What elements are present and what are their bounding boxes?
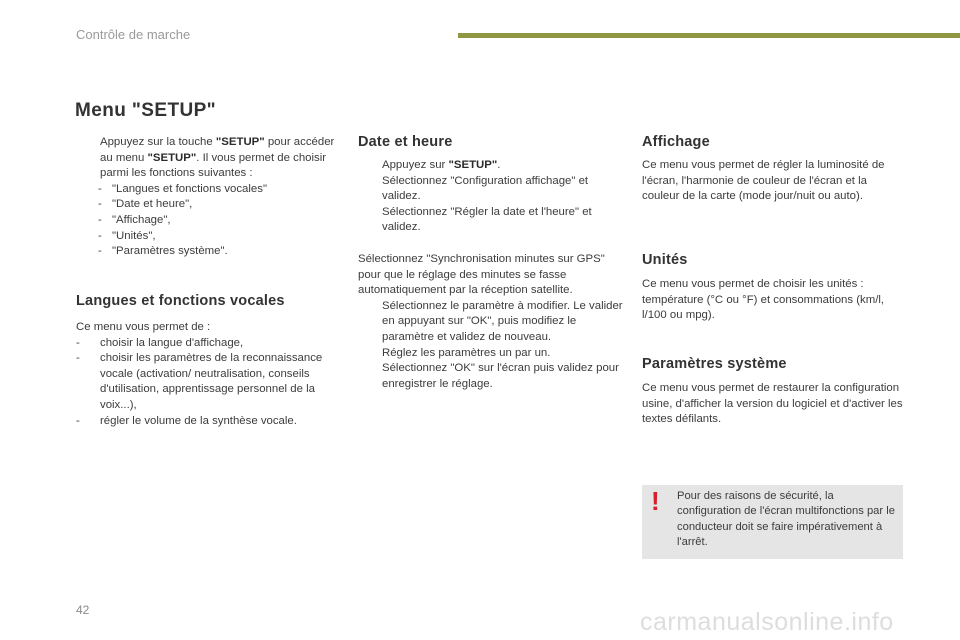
date-heure-step bbox=[358, 205, 624, 236]
intro-list-item bbox=[98, 197, 338, 213]
langues-intro: Ce menu vous permet de : bbox=[76, 321, 211, 333]
intro-list-item-text: "Date et heure", bbox=[112, 198, 193, 211]
dash-marker: - bbox=[76, 414, 80, 427]
intro-text-3: . Il vous permet de choisir parmi les fonctions suivantes : bbox=[100, 151, 327, 180]
date-heure-step bbox=[358, 361, 624, 392]
step-text: Réglez les paramètres un par un. bbox=[382, 346, 551, 359]
unites-heading: Unités bbox=[642, 252, 688, 268]
dash-marker: - bbox=[98, 213, 102, 226]
affichage-heading: Affichage bbox=[642, 134, 710, 150]
step-text: Sélectionnez "OK" sur l'écran puis validez pour enregistrer le réglage. bbox=[382, 362, 619, 390]
gps-paragraph: Sélectionnez "Synchronisation minutes sur GPS" pour que le réglage des minutes se fasse automatiquement par la réception satellite. bbox=[358, 253, 605, 297]
step-text: Sélectionnez "Régler la date et l'heure" et validez. bbox=[382, 205, 592, 234]
date-heure-step bbox=[358, 174, 624, 205]
intro-list-item bbox=[98, 229, 338, 245]
langues-list-item bbox=[76, 414, 338, 430]
page-title: Menu "SETUP" bbox=[75, 100, 217, 121]
dash-marker: - bbox=[98, 198, 102, 211]
intro-list-item-text: "Unités", bbox=[112, 229, 156, 242]
intro-list-item-text: "Paramètres système". bbox=[112, 245, 228, 258]
page-number: 42 bbox=[76, 603, 90, 617]
step-text-end: . bbox=[497, 159, 501, 171]
dash-marker: - bbox=[98, 229, 102, 242]
step-text: Sélectionnez le paramètre à modifier. Le valider en appuyant sur "OK", puis modifiez le paramètre et validez de nouveau. bbox=[382, 299, 623, 343]
date-heure-step bbox=[358, 299, 624, 346]
unites-text: Ce menu vous permet de choisir les unités : température (°C ou °F) et consommations (km/l, l/100 ou mpg). bbox=[642, 278, 885, 322]
parametres-text: Ce menu vous permet de restaurer la configuration usine, d'afficher la version du logiciel et d'activer les textes défilants. bbox=[642, 382, 903, 426]
langues-list-item bbox=[76, 351, 338, 413]
warning-text: Pour des raisons de sécurité, la configuration de l'écran multifonctions par le conducteur doit se faire impérativement à l'arrêt. bbox=[677, 490, 895, 549]
langues-block bbox=[76, 320, 338, 429]
intro-bullet bbox=[76, 135, 338, 182]
section-header-title: Contrôle de marche bbox=[76, 27, 191, 42]
affichage-text: Ce menu vous permet de régler la luminosité de l'écran, l'harmonie de couleur de l'écran et la couleur de la carte (mode jour/nuit ou auto). bbox=[642, 159, 885, 203]
intro-list-item-text: "Langues et fonctions vocales" bbox=[112, 182, 267, 195]
step-setup-bold: "SETUP" bbox=[448, 159, 498, 171]
dash-marker: - bbox=[98, 182, 102, 195]
parametres-heading: Paramètres système bbox=[642, 356, 787, 372]
intro-list-item bbox=[98, 213, 338, 229]
intro-setup-bold-2: "SETUP" bbox=[147, 151, 197, 164]
dash-marker: - bbox=[76, 336, 80, 349]
langues-item-text: choisir la langue d'affichage, bbox=[100, 336, 244, 349]
step-text: Sélectionnez "Configuration affichage" et validez. bbox=[382, 174, 589, 203]
step-text: Appuyez sur bbox=[382, 159, 449, 171]
langues-item-text: choisir les paramètres de la reconnaissance vocale (activation/ neutralisation, conseils d'utilisation, apprentissage personnel de la voix...), bbox=[100, 352, 323, 411]
date-heure-gps-block bbox=[358, 252, 624, 392]
langues-heading: Langues et fonctions vocales bbox=[76, 293, 285, 309]
date-heure-step bbox=[358, 158, 624, 174]
intro-list-item-text: "Affichage", bbox=[112, 213, 171, 226]
date-heure-heading: Date et heure bbox=[358, 134, 453, 150]
intro-list bbox=[76, 182, 338, 260]
exclamation-icon: ! bbox=[651, 486, 660, 516]
langues-list-item bbox=[76, 336, 338, 352]
langues-item-text: régler le volume de la synthèse vocale. bbox=[100, 414, 297, 427]
intro-setup-bold-1: "SETUP" bbox=[215, 136, 265, 148]
intro-text-2: pour accéder au menu bbox=[100, 136, 335, 164]
date-heure-step bbox=[358, 346, 624, 362]
intro-list-item bbox=[98, 182, 338, 198]
date-heure-steps bbox=[358, 158, 624, 236]
intro-block bbox=[76, 135, 338, 260]
watermark: carmanualsonline.info bbox=[640, 608, 894, 636]
intro-list-item bbox=[98, 244, 338, 260]
intro-text-1: Appuyez sur la touche bbox=[100, 136, 216, 148]
header-accent-bar bbox=[458, 33, 960, 38]
dash-marker: - bbox=[98, 245, 102, 258]
dash-marker: - bbox=[76, 352, 80, 365]
